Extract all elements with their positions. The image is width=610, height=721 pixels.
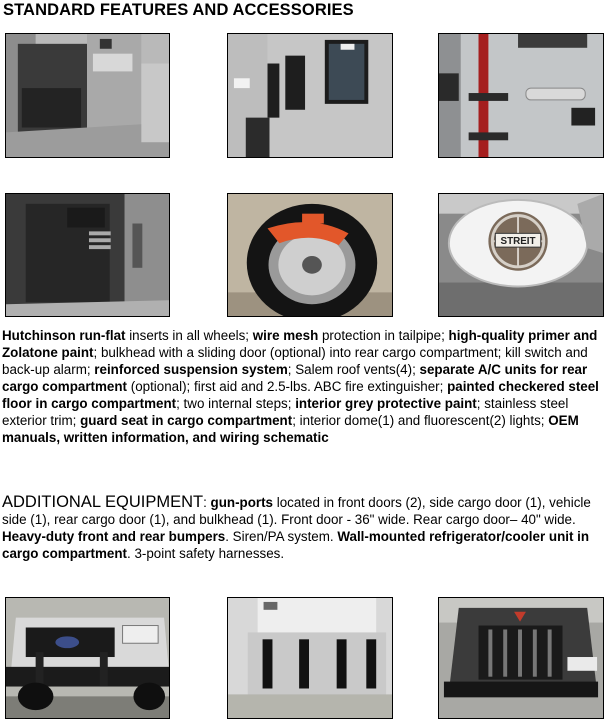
feature-highlight: painted checkered steel floor in cargo compartment [2, 379, 599, 411]
feature-highlight: interior grey protective paint [295, 396, 477, 411]
feature-highlight: reinforced suspension system [94, 362, 288, 377]
additional-equipment-paragraph [2, 494, 606, 562]
feature-highlight: Hutchinson run-flat [2, 328, 126, 343]
feature-text: (optional); first aid and 2.5-lbs. ABC fire extinguisher; [127, 379, 448, 394]
feature-text: ; two internal steps; [176, 396, 296, 411]
feature-text: ; bulkhead with a sliding door (optional) into rear cargo compartment; kill switch and back-up alarm; [2, 345, 588, 377]
feature-text: protection in tailpipe; [318, 328, 449, 343]
photo-front-bumper-international [438, 597, 604, 719]
feature-text: ; stainless steel exterior trim; [2, 396, 569, 428]
page-title: STANDARD FEATURES AND ACCESSORIES [3, 1, 354, 19]
feature-highlight: high-quality primer and Zolatone paint [2, 328, 598, 360]
photo-bulkhead [5, 193, 170, 317]
equipment-text: located in front doors (2), side cargo door (1), vehicle side (1), rear cargo door (1), and bulkhead (1). Front door - 36" wide. Rear cargo door– 40" wide. [2, 495, 591, 527]
equipment-highlight: gun-ports [210, 495, 274, 510]
equipment-highlight: Heavy-duty front and rear bumpers [2, 529, 226, 544]
equipment-highlight: Wall-mounted refrigerator/cooler unit in cargo compartment [2, 529, 590, 561]
equipment-text: . 3-point safety harnesses. [127, 546, 285, 561]
photo-rear-bumper [227, 597, 393, 719]
equipment-text: : [203, 495, 211, 510]
feature-highlight: guard seat in cargo compartment [80, 413, 293, 428]
feature-highlight: wire mesh [252, 328, 319, 343]
photo-tailpipe [438, 193, 604, 317]
feature-highlight: separate A/C units for rear cargo compartment [2, 362, 588, 394]
feature-text: ; Salem roof vents(4); [287, 362, 420, 377]
photo-open-compartment [5, 33, 170, 158]
photo-cargo-interior [227, 33, 393, 158]
photo-rear-door [438, 33, 604, 158]
photo-run-flat-wheel [227, 193, 393, 317]
equipment-text: . Siren/PA system. [225, 529, 338, 544]
feature-text: inserts in all wheels; [125, 328, 253, 343]
feature-text: ; interior dome(1) and fluorescent(2) lights; [292, 413, 549, 428]
feature-highlight: OEM manuals, written information, and wiring schematic [2, 413, 579, 445]
tailpipe-badge-text: STREIT [500, 236, 536, 248]
equipment-text: ADDITIONAL EQUIPMENT [2, 493, 204, 511]
standard-features-paragraph [2, 327, 606, 446]
photo-front-bumper-ford [5, 597, 170, 719]
